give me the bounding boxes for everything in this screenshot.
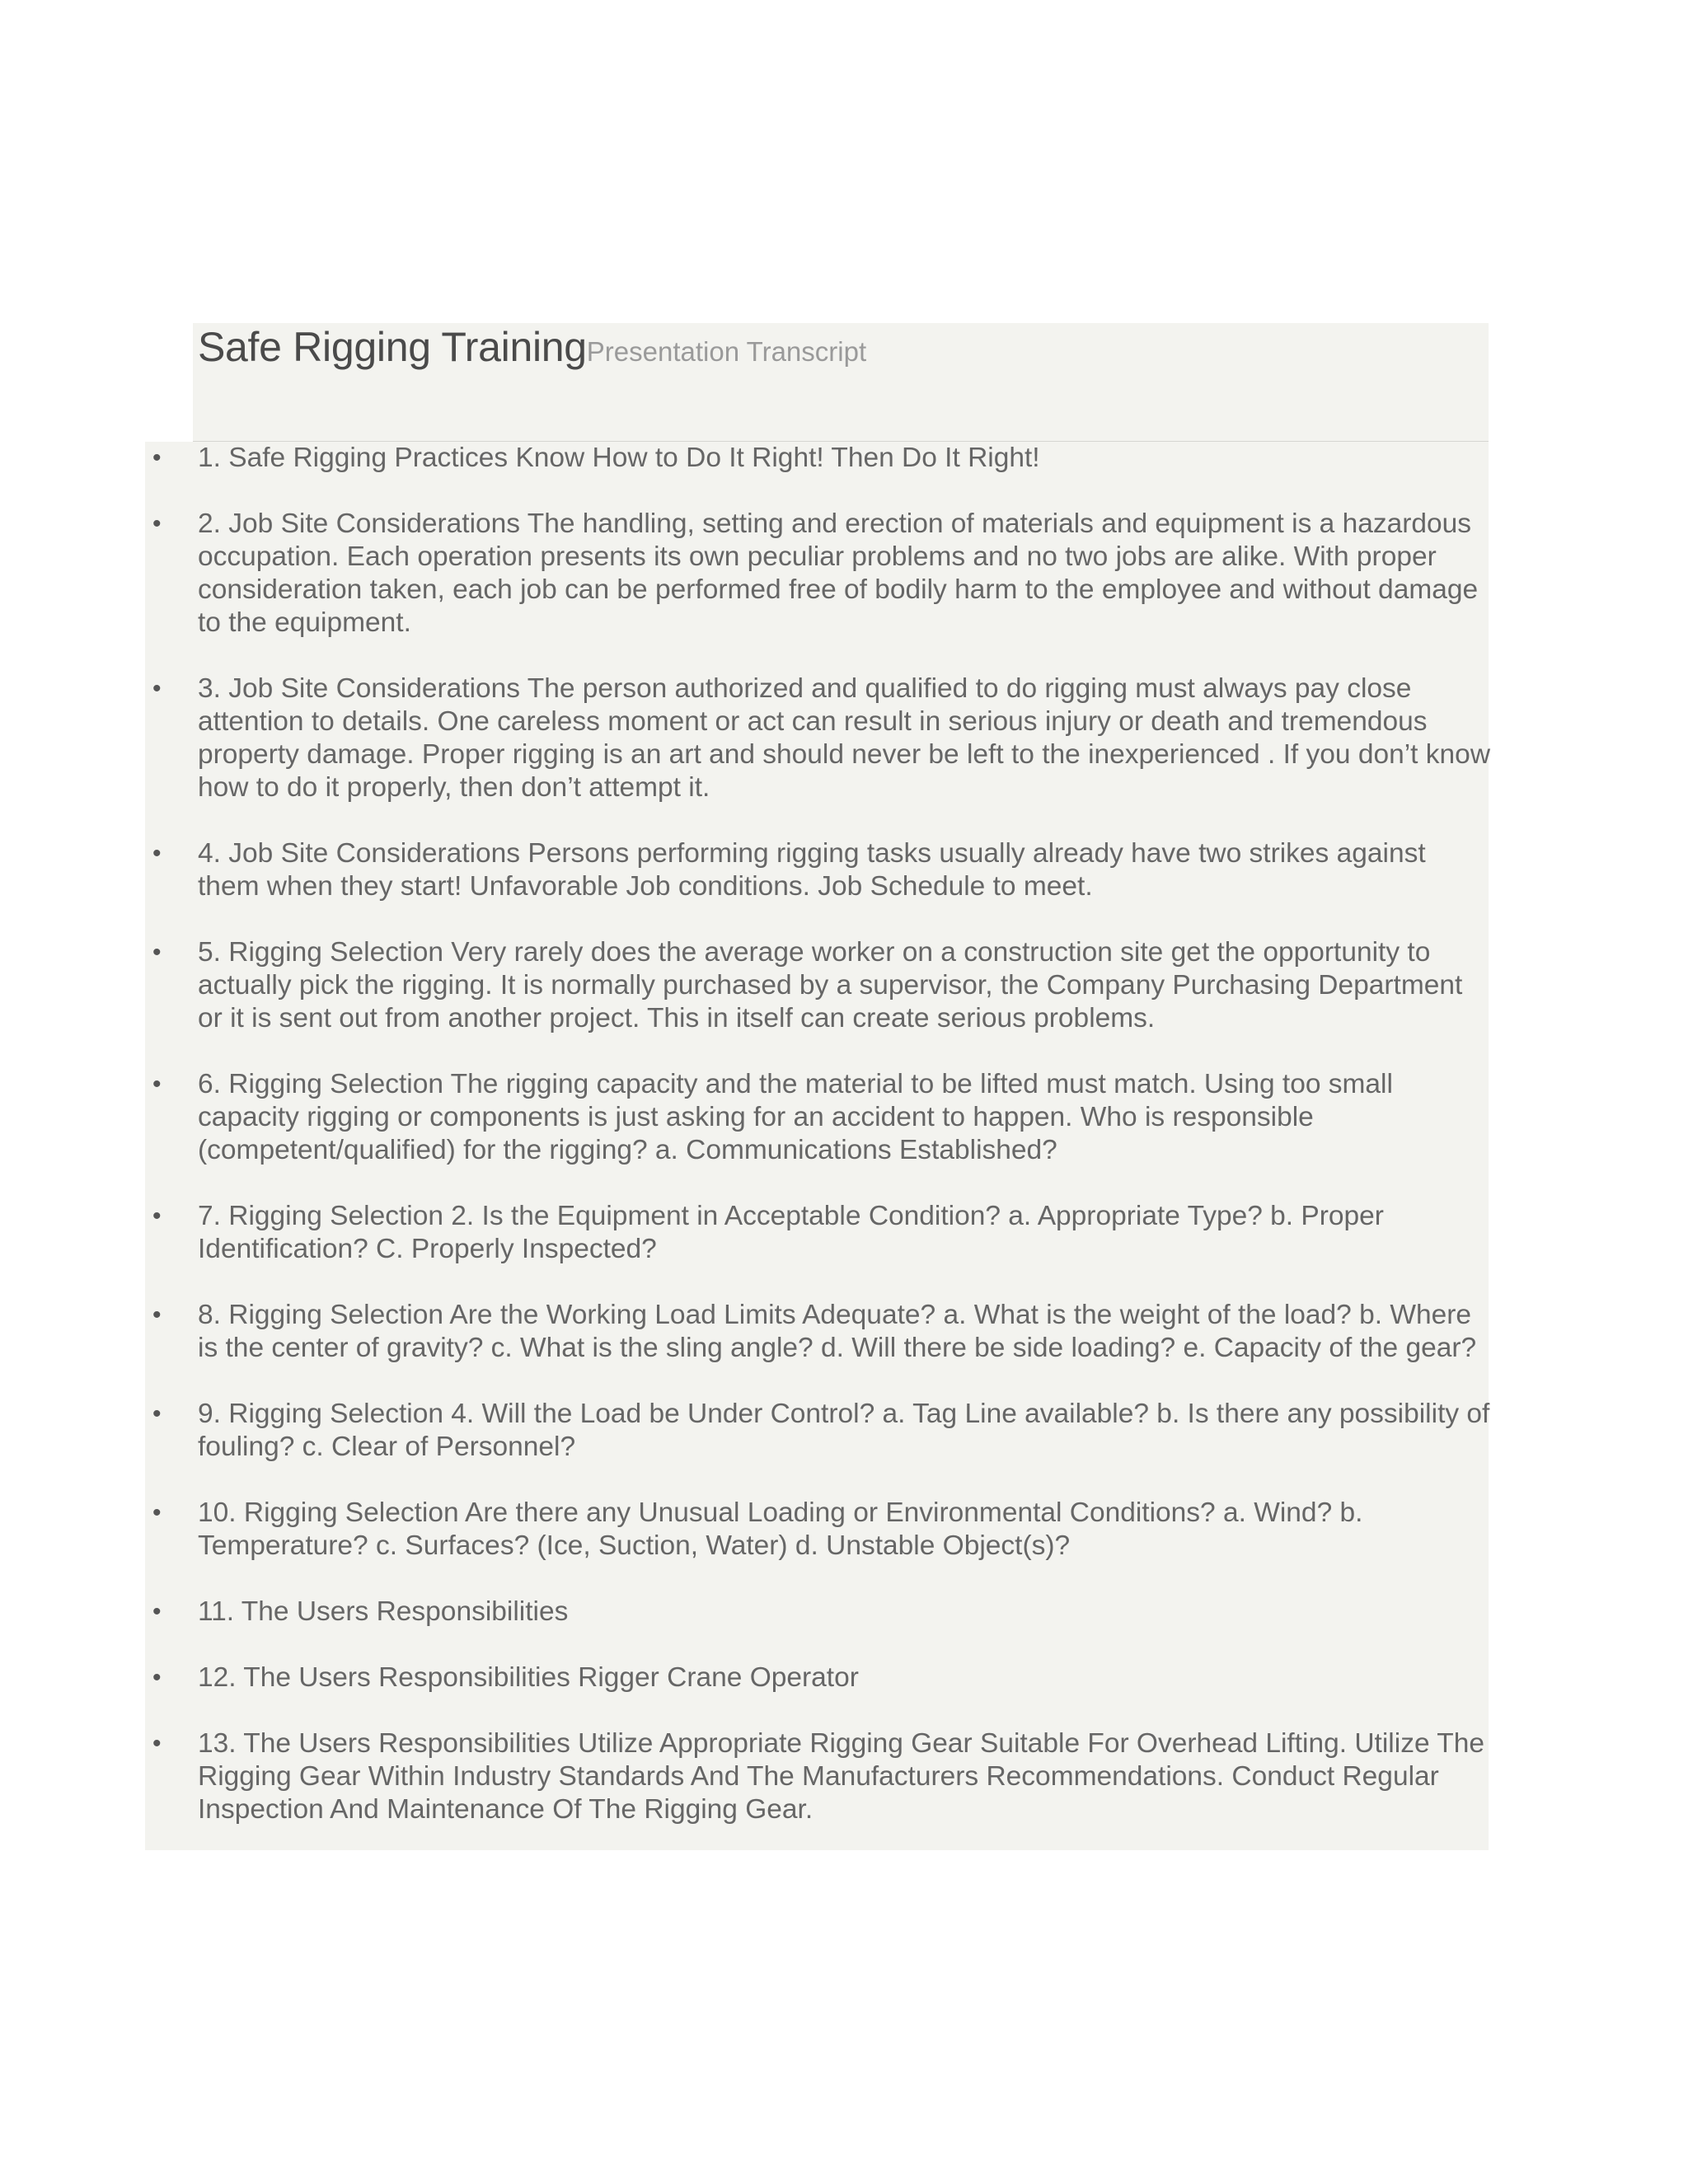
bullet-icon: •: [152, 675, 162, 702]
list-item: [145, 673, 1491, 804]
list-item: [145, 442, 1436, 475]
list-item: [145, 1398, 1490, 1464]
list-item: [145, 837, 1436, 903]
list-item: [145, 1068, 1436, 1167]
list-item: [145, 936, 1463, 1035]
list-item-text: 6. Rigging Selection The rigging capacity and the material to be lifted must match. Using too small capacity rigging or components is just asking for an accident to happen. Who is responsible (competent/qualified) for the rigging? a. Communications Established?: [198, 1069, 1393, 1165]
list-item: [145, 1200, 1436, 1266]
bullet-icon: •: [152, 444, 162, 471]
list-item-text: 11. The Users Responsibilities: [198, 1596, 569, 1627]
list-item-text: 5. Rigging Selection Very rarely does the average worker on a construction site get the opportunity to actually pick the rigging. It is normally purchased by a supervisor, the Company Purchasing Department or it is sent out from another project. This in itself can create serious problems.: [198, 937, 1463, 1033]
bullet-icon: •: [152, 1400, 162, 1427]
bullet-icon: •: [152, 840, 162, 867]
list-item-text: 4. Job Site Considerations Persons performing rigging tasks usually already have two strikes against them when they start! Unfavorable Job conditions. Job Schedule to meet.: [198, 838, 1426, 902]
document-subtitle: Presentation Transcript: [586, 336, 867, 367]
list-item: [145, 1661, 1436, 1694]
bullet-icon: •: [152, 510, 162, 537]
list-item-text: 3. Job Site Considerations The person authorized and qualified to do rigging must always pay close attention to details. One careless moment or act can result in serious injury or death and tremendous property damage. Proper rigging is an art and should never be left to the inexperienced . If you don’t know how to do it properly, then don’t attempt it.: [198, 673, 1491, 803]
list-item: [145, 1497, 1436, 1563]
document-title: Safe Rigging Training: [198, 324, 587, 370]
list-item-text: 12. The Users Responsibilities Rigger Crane Operator: [198, 1662, 859, 1693]
bullet-icon: •: [152, 939, 162, 966]
title-line: [198, 323, 866, 371]
list-item-text: 7. Rigging Selection 2. Is the Equipment in Acceptable Condition? a. Appropriate Type? b. Proper Identification? C. Properly Inspected?: [198, 1201, 1384, 1264]
bullet-icon: •: [152, 1664, 162, 1691]
list-item-text: 1. Safe Rigging Practices Know How to Do It Right! Then Do It Right!: [198, 443, 1040, 473]
list-item-text: 9. Rigging Selection 4. Will the Load be Under Control? a. Tag Line available? b. Is there any possibility of fouling? c. Clear of Personnel?: [198, 1399, 1490, 1462]
bullet-icon: •: [152, 1598, 162, 1625]
list-item: [145, 1596, 1436, 1629]
list-item-text: 8. Rigging Selection Are the Working Load Limits Adequate? a. What is the weight of the load? b. Where is the center of gravity? c. What is the sling angle? d. Will there be side loading? e. Capacity of the gear?: [198, 1300, 1477, 1363]
bullet-icon: •: [152, 1071, 162, 1098]
list-item-text: 10. Rigging Selection Are there any Unusual Loading or Environmental Conditions? a. Wind? b. Temperature? c. Surfaces? (Ice, Suction, Water) d. Unstable Object(s)?: [198, 1497, 1363, 1561]
bullet-icon: •: [152, 1202, 162, 1230]
transcript-list: [145, 442, 1489, 1859]
list-item-text: 2. Job Site Considerations The handling, setting and erection of materials and equipment is a hazardous occupation. Each operation presents its own peculiar problems and no two jobs are alike. With proper consideration taken, each job can be performed free of bodily harm to the employee and without damage to the equipment.: [198, 509, 1479, 638]
bullet-icon: •: [152, 1730, 162, 1757]
list-item-text: 13. The Users Responsibilities Utilize Appropriate Rigging Gear Suitable For Overhead Lifting. Utilize The Rigging Gear Within Industry Standards And The Manufacturers Recommendations. Conduct Regular Inspection And Maintenance Of The Rigging Gear.: [198, 1728, 1485, 1825]
list-item: [145, 1727, 1485, 1826]
bullet-icon: •: [152, 1499, 162, 1526]
list-item: [145, 1299, 1477, 1365]
bullet-icon: •: [152, 1301, 162, 1329]
list-item: [145, 508, 1479, 640]
